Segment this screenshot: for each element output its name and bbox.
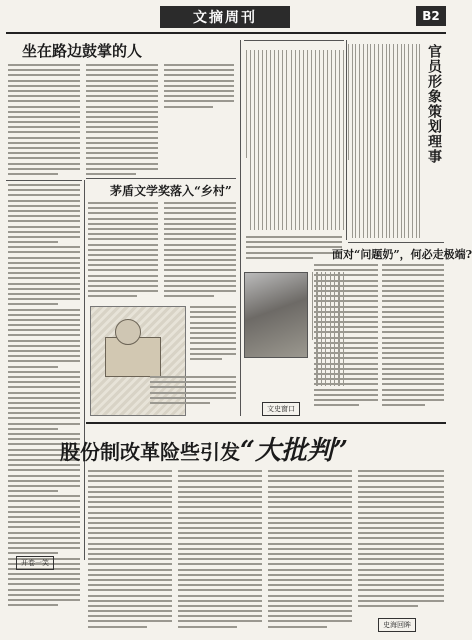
mid-body-col3	[190, 306, 236, 370]
lead-body-col2	[86, 64, 158, 176]
media-headline: 面对“问题奶”，何必走极端?	[332, 248, 472, 261]
box-label-3: 史海回眸	[378, 618, 416, 632]
bottom-body-col3	[268, 470, 352, 630]
box-label-2: 文史窗口	[262, 402, 300, 416]
right-vertical-body	[348, 44, 420, 238]
mid-headline: 茅盾文学奖落入“乡村”	[110, 184, 232, 198]
bottom-body-col1	[88, 470, 172, 630]
masthead	[6, 4, 446, 34]
vertical-text-block	[246, 50, 344, 230]
media-body-col1	[314, 264, 378, 414]
photo-portrait	[244, 272, 308, 358]
section-title: 文摘周刊	[193, 10, 257, 26]
media-body-col2	[382, 264, 444, 414]
right-column-title: 官员形象策划理事	[426, 44, 442, 164]
bottom-body-col4	[358, 470, 444, 610]
section-banner	[160, 6, 290, 28]
page-number: B2	[416, 6, 446, 26]
bottom-body-col2	[178, 470, 262, 630]
bottom-headline-prefix: 股份制改革险些引发	[60, 440, 240, 464]
bottom-headline	[60, 430, 348, 467]
mid-body-col1	[88, 202, 158, 302]
mid-body-col2	[164, 202, 236, 302]
left-short-pieces	[8, 184, 80, 554]
lead-body-col3	[164, 64, 234, 110]
lead-body-col1	[8, 64, 80, 176]
bottom-headline-emph: “大批判”	[240, 436, 348, 466]
box-label-1: 开卷一笑	[16, 556, 54, 570]
illustration-caption	[150, 376, 236, 418]
lead-headline: 坐在路边鼓掌的人	[22, 42, 143, 60]
